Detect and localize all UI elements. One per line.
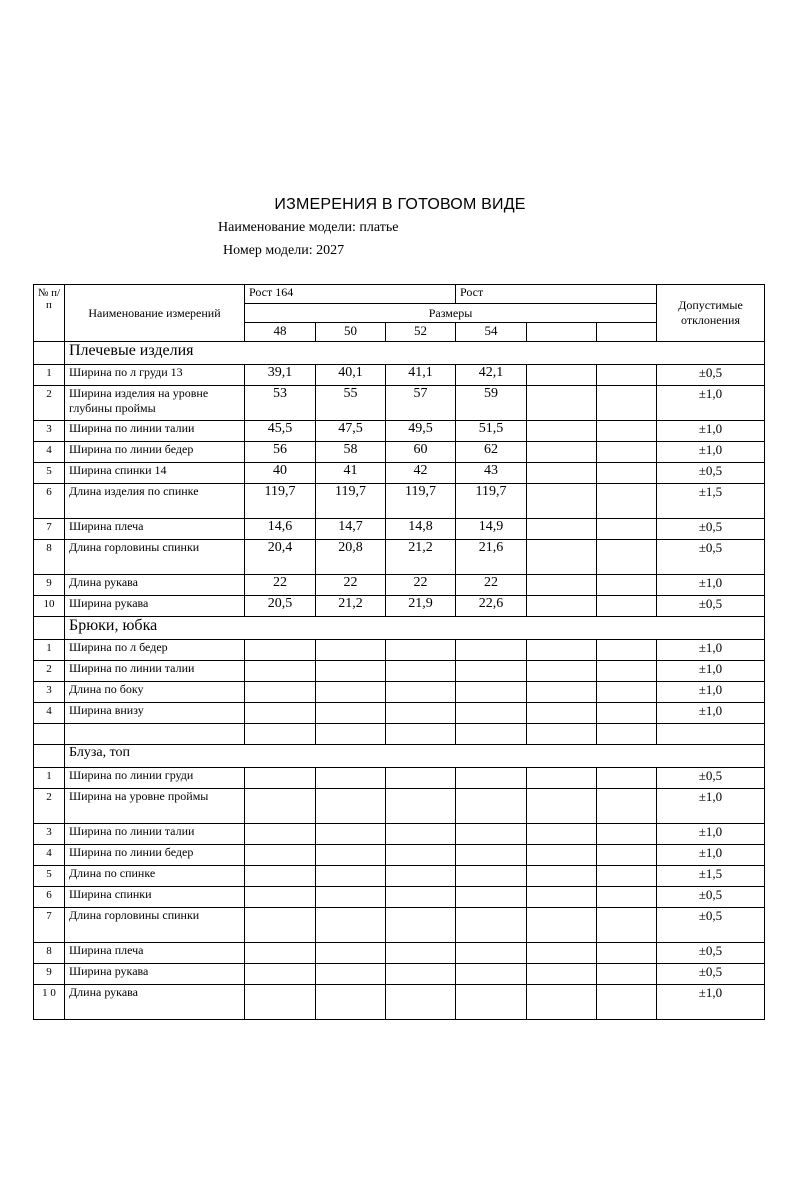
measurement-name: Длина рукава: [65, 575, 245, 596]
section-num-cell: [34, 745, 65, 768]
size-value: [597, 596, 657, 617]
size-value: 39,1: [245, 365, 316, 386]
size-value: [386, 943, 456, 964]
row-number: 1: [34, 768, 65, 789]
tolerance-value: ±1,0: [657, 640, 765, 661]
tolerance-value: ±1,5: [657, 866, 765, 887]
tolerance-value: ±1,0: [657, 703, 765, 724]
size-value: [245, 887, 316, 908]
size-value: [597, 463, 657, 484]
size-value: [386, 845, 456, 866]
size-value: [386, 964, 456, 985]
model-name: Наименование модели: платье: [218, 220, 399, 235]
section-header-row: [34, 617, 765, 640]
size-value: 58: [316, 442, 386, 463]
size-value: [245, 908, 316, 943]
size-value: [527, 540, 597, 575]
size-value: 14,6: [245, 519, 316, 540]
size-value: 22: [456, 575, 527, 596]
table-row: [34, 596, 765, 617]
size-value: [245, 985, 316, 1020]
size-value: [527, 789, 597, 824]
row-number: 9: [34, 575, 65, 596]
tolerance-value: ±0,5: [657, 463, 765, 484]
tolerance-value: ±1,0: [657, 386, 765, 421]
size-value: 119,7: [245, 484, 316, 519]
section-header-row: [34, 745, 765, 768]
size-value: 51,5: [456, 421, 527, 442]
table-row: [34, 703, 765, 724]
size-value: [456, 943, 527, 964]
header-sizes-label: Размеры: [245, 304, 657, 323]
size-value: [316, 908, 386, 943]
tolerance-value: ±1,0: [657, 985, 765, 1020]
row-number: 6: [34, 484, 65, 519]
section-title: Плечевые изделия: [65, 342, 765, 365]
row-number: 2: [34, 789, 65, 824]
tolerance-value: ±1,0: [657, 845, 765, 866]
size-value: [245, 824, 316, 845]
size-value: [316, 964, 386, 985]
size-value: [597, 845, 657, 866]
size-value: 21,9: [386, 596, 456, 617]
size-value: [527, 682, 597, 703]
size-value: 21,6: [456, 540, 527, 575]
row-number: 9: [34, 964, 65, 985]
tolerance-value: ±1,0: [657, 789, 765, 824]
size-value: 42,1: [456, 365, 527, 386]
tolerance-value: ±0,5: [657, 943, 765, 964]
size-value: [527, 845, 597, 866]
size-value: 20,4: [245, 540, 316, 575]
size-value: [386, 768, 456, 789]
size-value: [597, 640, 657, 661]
header-num: № п/ п: [34, 285, 65, 342]
size-value: [316, 768, 386, 789]
size-value: 53: [245, 386, 316, 421]
tolerance-value: [657, 724, 765, 745]
measurement-name: Длина горловины спинки: [65, 908, 245, 943]
table-row: [34, 943, 765, 964]
tolerance-value: ±0,5: [657, 964, 765, 985]
size-value: 40,1: [316, 365, 386, 386]
measurement-name: Ширина изделия на уровне глубины проймы: [65, 386, 245, 421]
size-value: [456, 824, 527, 845]
size-value: 62: [456, 442, 527, 463]
size-value: [456, 768, 527, 789]
size-value: 41,1: [386, 365, 456, 386]
measurement-name: Длина рукава: [65, 985, 245, 1020]
size-value: [597, 964, 657, 985]
size-value: [456, 724, 527, 745]
row-number: 8: [34, 943, 65, 964]
row-number: 3: [34, 682, 65, 703]
size-value: [316, 845, 386, 866]
size-value: [386, 985, 456, 1020]
size-value: [597, 985, 657, 1020]
size-cell: [527, 323, 597, 342]
size-value: [527, 768, 597, 789]
measurement-name: Ширина по линии бедер: [65, 845, 245, 866]
row-number: [34, 724, 65, 745]
measurement-name: Длина по боку: [65, 682, 245, 703]
measurement-name: Ширина плеча: [65, 519, 245, 540]
row-number: 4: [34, 703, 65, 724]
size-value: [527, 887, 597, 908]
size-value: 22,6: [456, 596, 527, 617]
size-value: [527, 421, 597, 442]
measurement-name: Ширина по линии бедер: [65, 442, 245, 463]
size-value: [316, 640, 386, 661]
size-value: [316, 943, 386, 964]
size-value: [597, 661, 657, 682]
size-value: 119,7: [456, 484, 527, 519]
size-value: [386, 866, 456, 887]
size-value: [456, 640, 527, 661]
table-row: [34, 442, 765, 463]
size-value: [527, 442, 597, 463]
table-row: [34, 724, 765, 745]
size-value: 119,7: [386, 484, 456, 519]
size-value: [597, 365, 657, 386]
size-value: 14,7: [316, 519, 386, 540]
size-value: [245, 661, 316, 682]
table-row: [34, 866, 765, 887]
table-row: [34, 789, 765, 824]
tolerance-value: ±1,0: [657, 682, 765, 703]
table-row: [34, 768, 765, 789]
size-value: 55: [316, 386, 386, 421]
size-value: [527, 724, 597, 745]
size-value: 47,5: [316, 421, 386, 442]
size-value: 41: [316, 463, 386, 484]
size-value: 42: [386, 463, 456, 484]
table-row: [34, 964, 765, 985]
row-number: 4: [34, 845, 65, 866]
size-value: 56: [245, 442, 316, 463]
size-value: [527, 575, 597, 596]
section-title: Блуза, топ: [65, 745, 765, 768]
section-title: Брюки, юбка: [65, 617, 765, 640]
size-value: [597, 575, 657, 596]
measurement-name: Ширина по линии груди: [65, 768, 245, 789]
size-value: [456, 964, 527, 985]
size-value: [316, 682, 386, 703]
measurement-name: Ширина плеча: [65, 943, 245, 964]
row-number: 1 0: [34, 985, 65, 1020]
row-number: 4: [34, 442, 65, 463]
size-value: 22: [316, 575, 386, 596]
size-value: [245, 724, 316, 745]
tolerance-value: ±0,5: [657, 596, 765, 617]
row-number: 7: [34, 908, 65, 943]
size-value: 57: [386, 386, 456, 421]
size-value: [527, 484, 597, 519]
measurement-name: Ширина спинки: [65, 887, 245, 908]
measurement-name: Ширина по л груди 13: [65, 365, 245, 386]
size-value: [597, 724, 657, 745]
size-value: 22: [386, 575, 456, 596]
measurement-name: Ширина внизу: [65, 703, 245, 724]
size-value: 14,8: [386, 519, 456, 540]
size-value: 22: [245, 575, 316, 596]
row-number: 10: [34, 596, 65, 617]
model-number: Номер модели: 2027: [223, 243, 345, 258]
tolerance-value: ±1,0: [657, 442, 765, 463]
size-value: [597, 540, 657, 575]
size-value: [245, 768, 316, 789]
size-value: [597, 484, 657, 519]
table-row: [34, 845, 765, 866]
tolerance-value: ±0,5: [657, 887, 765, 908]
table-row: [34, 661, 765, 682]
size-value: [456, 682, 527, 703]
tolerance-value: ±0,5: [657, 768, 765, 789]
size-value: [245, 640, 316, 661]
size-value: [386, 682, 456, 703]
size-value: 43: [456, 463, 527, 484]
measurement-name: Ширина рукава: [65, 596, 245, 617]
row-number: 3: [34, 421, 65, 442]
size-value: [245, 682, 316, 703]
size-value: 119,7: [316, 484, 386, 519]
size-value: [597, 824, 657, 845]
size-value: [316, 887, 386, 908]
table-row: [34, 519, 765, 540]
size-value: [386, 908, 456, 943]
row-number: 7: [34, 519, 65, 540]
size-value: [597, 887, 657, 908]
size-value: [456, 845, 527, 866]
document-title: ИЗМЕРЕНИЯ В ГОТОВОМ ВИДЕ: [274, 196, 526, 213]
size-value: 49,5: [386, 421, 456, 442]
measurement-name: Ширина спинки 14: [65, 463, 245, 484]
size-value: [597, 703, 657, 724]
size-value: [597, 519, 657, 540]
size-value: [527, 943, 597, 964]
table-row: [34, 640, 765, 661]
header-rost: Рост: [456, 285, 657, 304]
measurement-name: Ширина по линии талии: [65, 661, 245, 682]
size-value: [527, 824, 597, 845]
size-value: [316, 789, 386, 824]
size-value: [527, 365, 597, 386]
row-number: 6: [34, 887, 65, 908]
measurement-name: Ширина рукава: [65, 964, 245, 985]
measurement-name: Длина по спинке: [65, 866, 245, 887]
size-value: 45,5: [245, 421, 316, 442]
size-value: [456, 985, 527, 1020]
size-value: [456, 789, 527, 824]
measurement-name: Ширина по линии талии: [65, 824, 245, 845]
table-row: [34, 985, 765, 1020]
tolerance-value: ±1,0: [657, 661, 765, 682]
size-value: 21,2: [386, 540, 456, 575]
header-name: Наименование измерений: [65, 285, 245, 342]
row-number: 2: [34, 661, 65, 682]
table-row: [34, 463, 765, 484]
header-rost-164: Рост 164: [245, 285, 456, 304]
size-value: [386, 824, 456, 845]
tolerance-value: ±0,5: [657, 365, 765, 386]
table-row: [34, 908, 765, 943]
tolerance-value: ±1,0: [657, 575, 765, 596]
size-value: [316, 824, 386, 845]
size-value: [456, 661, 527, 682]
row-number: 1: [34, 365, 65, 386]
size-value: [386, 887, 456, 908]
size-value: [316, 724, 386, 745]
size-value: [597, 908, 657, 943]
size-value: [527, 661, 597, 682]
size-value: 40: [245, 463, 316, 484]
size-value: [386, 789, 456, 824]
size-value: [456, 866, 527, 887]
size-value: [597, 442, 657, 463]
section-num-cell: [34, 617, 65, 640]
tolerance-value: ±1,0: [657, 421, 765, 442]
measurement-name: [65, 724, 245, 745]
size-value: [245, 703, 316, 724]
size-value: [527, 463, 597, 484]
size-value: [597, 421, 657, 442]
size-value: [245, 866, 316, 887]
size-value: [386, 724, 456, 745]
measurement-name: Длина горловины спинки: [65, 540, 245, 575]
size-value: [386, 661, 456, 682]
size-value: [597, 768, 657, 789]
size-value: [597, 943, 657, 964]
size-value: [527, 908, 597, 943]
size-value: [527, 985, 597, 1020]
table-row: [34, 887, 765, 908]
size-value: [245, 964, 316, 985]
size-cell: [597, 323, 657, 342]
size-value: [527, 386, 597, 421]
size-value: [527, 596, 597, 617]
size-value: [597, 866, 657, 887]
table-row: [34, 682, 765, 703]
size-value: [316, 661, 386, 682]
size-value: [386, 703, 456, 724]
size-value: [527, 866, 597, 887]
tolerance-value: ±0,5: [657, 519, 765, 540]
table-row: [34, 575, 765, 596]
tolerance-value: ±1,0: [657, 824, 765, 845]
tolerance-value: ±1,5: [657, 484, 765, 519]
size-value: 59: [456, 386, 527, 421]
size-value: [456, 887, 527, 908]
size-value: [316, 703, 386, 724]
row-number: 5: [34, 463, 65, 484]
size-cell: 48: [245, 323, 316, 342]
size-value: [527, 519, 597, 540]
table-row: [34, 421, 765, 442]
section-num-cell: [34, 342, 65, 365]
size-value: 20,8: [316, 540, 386, 575]
tolerance-value: ±0,5: [657, 540, 765, 575]
table-row: [34, 386, 765, 421]
table-row: [34, 365, 765, 386]
size-value: [386, 640, 456, 661]
size-value: [245, 943, 316, 964]
size-value: [597, 682, 657, 703]
row-number: 5: [34, 866, 65, 887]
size-value: [597, 789, 657, 824]
row-number: 3: [34, 824, 65, 845]
size-value: [597, 386, 657, 421]
size-value: [527, 640, 597, 661]
size-value: [245, 789, 316, 824]
table-row: [34, 824, 765, 845]
size-value: 21,2: [316, 596, 386, 617]
size-value: 60: [386, 442, 456, 463]
measurement-name: Ширина по линии талии: [65, 421, 245, 442]
row-number: 8: [34, 540, 65, 575]
tolerance-value: ±0,5: [657, 908, 765, 943]
size-value: [456, 703, 527, 724]
measurements-table: [33, 284, 765, 1020]
row-number: 1: [34, 640, 65, 661]
size-value: 20,5: [245, 596, 316, 617]
size-value: [245, 845, 316, 866]
size-value: [316, 985, 386, 1020]
size-cell: 50: [316, 323, 386, 342]
section-header-row: [34, 342, 765, 365]
size-value: [316, 866, 386, 887]
size-value: 14,9: [456, 519, 527, 540]
measurement-name: Длина изделия по спинке: [65, 484, 245, 519]
size-value: [527, 964, 597, 985]
size-cell: 52: [386, 323, 456, 342]
table-row: [34, 484, 765, 519]
measurement-name: Ширина на уровне проймы: [65, 789, 245, 824]
size-value: [456, 908, 527, 943]
measurement-name: Ширина по л бедер: [65, 640, 245, 661]
table-row: [34, 540, 765, 575]
row-number: 2: [34, 386, 65, 421]
header-tolerance: Допустимые отклонения: [657, 285, 765, 342]
size-value: [527, 703, 597, 724]
size-cell: 54: [456, 323, 527, 342]
